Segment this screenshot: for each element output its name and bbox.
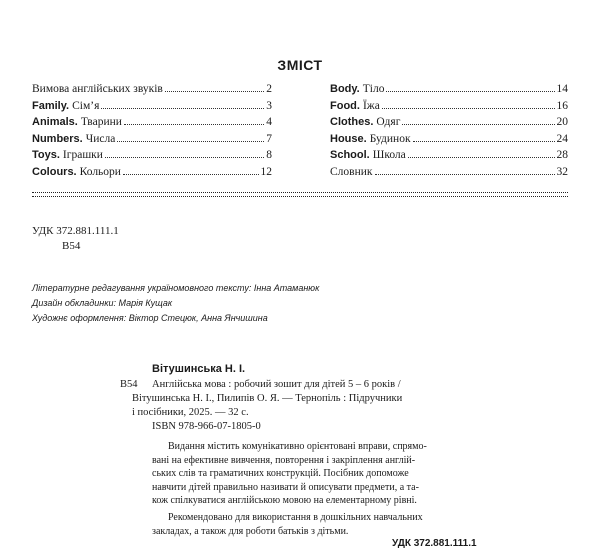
toc-entry-english: House. <box>330 132 367 145</box>
toc-entry <box>32 166 272 182</box>
toc-entry <box>330 116 568 132</box>
toc-entry-ukrainian: Словник <box>330 165 373 178</box>
bbk-code: В54 <box>62 240 81 252</box>
toc-entry <box>32 149 272 165</box>
book-line-3: і посібники, 2025. — 32 с. <box>132 407 249 418</box>
credit-line <box>32 313 268 323</box>
toc-entry <box>32 83 272 99</box>
abstract-line: навчити дітей правильно називати й описувати предмети, а та- <box>152 481 419 493</box>
toc-page-number: 8 <box>266 149 272 161</box>
toc-leader-dots <box>382 108 555 109</box>
abstract-line: кож спілкуватися англійською мовою на елементарному рівні. <box>152 495 417 506</box>
toc-entry-ukrainian: Будинок <box>369 132 411 145</box>
credit-role: Художнє оформлення: <box>32 313 127 323</box>
abstract-paragraph-1 <box>152 440 492 508</box>
credit-name: Інна Атаманюк <box>253 283 320 293</box>
book-author: Вітушинська Н. І. <box>152 363 246 375</box>
toc-entry-ukrainian: Школа <box>372 149 406 161</box>
toc-entry-ukrainian: Тварини <box>80 116 122 128</box>
toc-entry <box>32 116 272 132</box>
toc-entry-english: Numbers. <box>32 132 83 145</box>
toc-leader-dots <box>124 124 264 125</box>
toc-leader-dots <box>105 157 264 158</box>
toc-entry-english: School. <box>330 149 370 161</box>
toc-entry-english: Body. <box>330 83 360 95</box>
toc-page-number: 16 <box>556 99 568 112</box>
toc-page-number: 24 <box>556 132 568 145</box>
credit-line <box>32 298 172 308</box>
toc-leader-dots <box>386 91 554 92</box>
book-code: В54 <box>120 379 138 390</box>
toc-leader-dots <box>402 124 554 125</box>
toc-entry <box>330 149 568 165</box>
toc-entry-english: Family. <box>32 99 70 112</box>
toc-entry-english: Animals. <box>32 116 78 128</box>
toc-page-number: 28 <box>556 149 568 161</box>
toc-entry-ukrainian: Їжа <box>362 99 380 112</box>
toc-entry <box>330 83 568 99</box>
udk-label: УДК 372.881.111.1 <box>32 225 119 237</box>
book-line-2: Вітушинська Н. І., Пилипів О. Я. — Тернопіль : Підручники <box>132 393 403 404</box>
toc-entry <box>330 166 568 182</box>
toc-entry-ukrainian: Сім’я <box>72 99 100 112</box>
toc-entry <box>32 133 272 149</box>
book-line-1: Англійська мова : робочий зошит для дітей 5 – 6 років / <box>152 379 401 390</box>
toc-entry-english: Colours. <box>32 165 77 178</box>
toc-entry <box>32 100 272 116</box>
toc-entry-ukrainian: Іграшки <box>62 149 103 161</box>
toc-leader-dots <box>123 174 259 175</box>
toc-leader-dots <box>375 174 555 175</box>
toc-page-number: 2 <box>266 83 272 95</box>
toc-page-number: 7 <box>266 132 272 145</box>
toc-separator <box>32 192 568 197</box>
toc-entry-english: Toys. <box>32 149 60 161</box>
toc-leader-dots <box>408 157 555 158</box>
isbn: ISBN 978-966-07-1805-0 <box>152 421 261 432</box>
toc-entry-english: Clothes. <box>330 116 374 128</box>
toc-entry-ukrainian: Вимова англійських звуків <box>32 83 163 95</box>
toc-page-number: 14 <box>556 83 568 95</box>
abstract-line: Рекомендовано для використання в дошкільних навчальних <box>168 512 423 523</box>
abstract-line: Видання містить комунікативно орієнтовані вправи, спрямо- <box>168 441 427 452</box>
toc-entry-ukrainian: Числа <box>85 132 116 145</box>
toc-page-number: 12 <box>260 165 272 178</box>
toc-leader-dots <box>101 108 264 109</box>
toc-entry-ukrainian: Тіло <box>362 83 385 95</box>
toc-page-number: 20 <box>556 116 568 128</box>
credit-name: Марія Кущак <box>118 298 173 308</box>
toc-leader-dots <box>117 141 264 142</box>
toc-leader-dots <box>413 141 555 142</box>
toc-page-number: 4 <box>266 116 272 128</box>
abstract-line: закладах, а також для роботи батьків з дітьми. <box>152 525 349 537</box>
toc-entry-ukrainian: Одяг <box>376 116 401 128</box>
toc-entry <box>330 133 568 149</box>
credit-role: Дизайн обкладинки: <box>32 298 116 308</box>
toc-entry-english: Food. <box>330 99 360 112</box>
toc-page-number: 32 <box>556 165 568 178</box>
credit-role: Літературне редагування україномовного тексту: <box>32 283 252 293</box>
udk-bottom: УДК 372.881.111.1 <box>392 538 477 549</box>
credit-line <box>32 283 319 293</box>
contents-title: ЗМІСТ <box>277 57 323 73</box>
credit-name: Віктор Стецюк, Анна Янчишина <box>128 313 268 323</box>
abstract-paragraph-2 <box>152 511 492 538</box>
abstract-line: ських слів та граматичних конструкцій. Посібник допоможе <box>152 468 409 479</box>
toc-entry-ukrainian: Кольори <box>79 165 121 178</box>
toc-entry <box>330 100 568 116</box>
toc-page-number: 3 <box>266 99 272 112</box>
abstract-line: вані на ефективне вивчення, повторення і закріплення англій- <box>152 454 416 466</box>
toc-leader-dots <box>165 91 264 92</box>
